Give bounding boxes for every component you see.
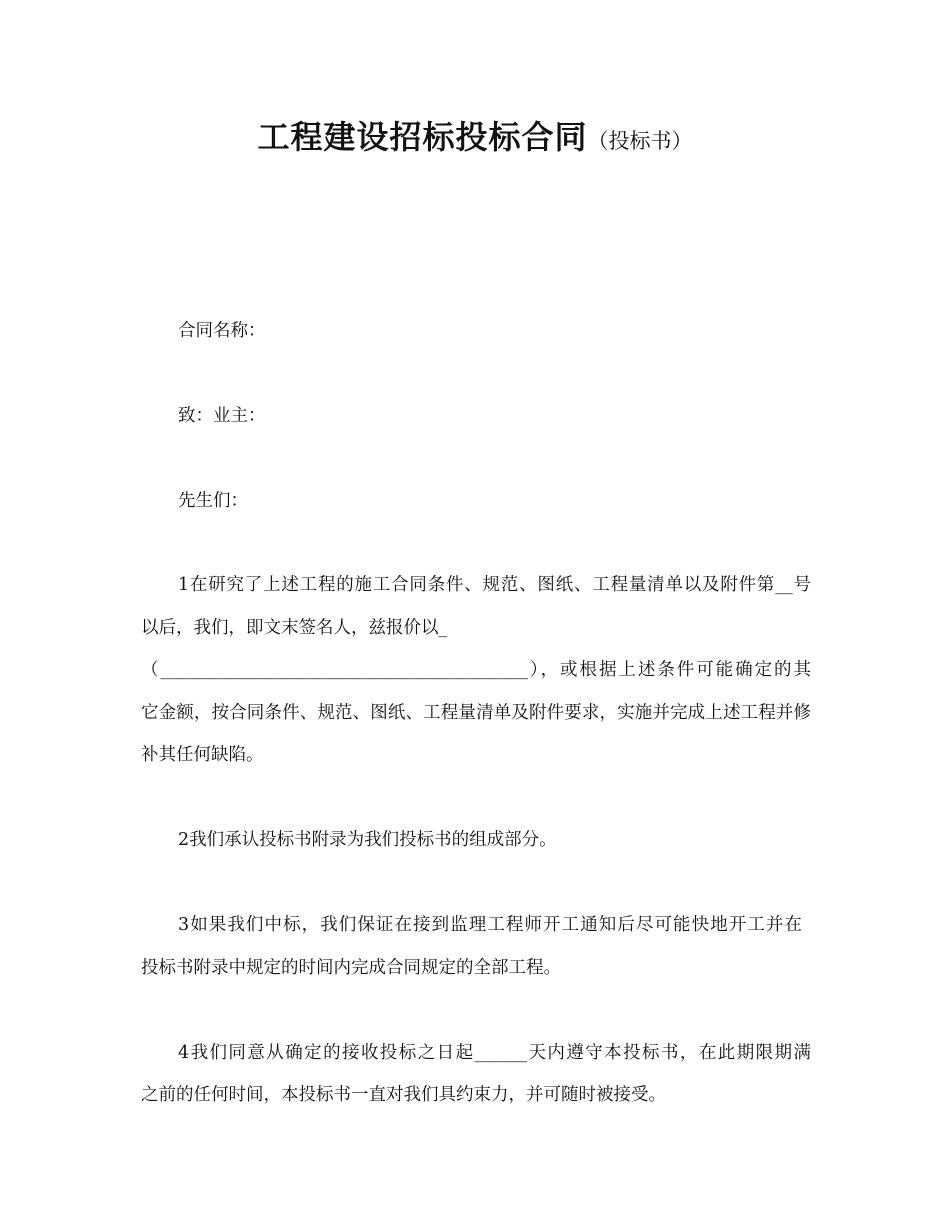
clause-1-line-3: （__________________________________________），或根据上述条件可能确定的其 — [141, 660, 811, 680]
clause-4-line-2: 之前的任何时间，本投标书一直对我们具约束力，并可随时被接受。 — [141, 1085, 666, 1105]
clause-2-line-1: 2我们承认投标书附录为我们投标书的组成部分。 — [178, 830, 557, 850]
clause-1-line-4: 它金额，按合同条件、规范、图纸、工程量清单及附件要求，实施并完成上述工程并修 — [141, 703, 811, 723]
clause-1-line-5: 补其任何缺陷。 — [141, 745, 264, 765]
title-main-text: 工程建设招标投标合同 — [257, 118, 588, 156]
clause-1-line-1: 1在研究了上述工程的施工合同条件、规范、图纸、工程量清单以及附件第__号 — [178, 575, 811, 595]
clause-4-line-1: 4我们同意从确定的接收投标之日起______天内遵守本投标书，在此期限期满 — [178, 1043, 811, 1063]
clause-1-line-2: 以后，我们，即文末签名人，兹报价以_ — [141, 618, 448, 638]
contract-name-field: 合同名称： — [178, 321, 266, 341]
greeting-line: 先生们： — [178, 491, 248, 511]
clause-3-line-1: 3如果我们中标，我们保证在接到监理工程师开工通知后尽可能快地开工并在 — [178, 915, 802, 935]
to-owner-field: 致：业主： — [178, 406, 266, 426]
title-suffix-text: （投标书） — [587, 129, 693, 153]
clause-3-line-2: 投标书附录中规定的时间内完成合同规定的全部工程。 — [141, 958, 561, 978]
document-title — [0, 112, 950, 158]
